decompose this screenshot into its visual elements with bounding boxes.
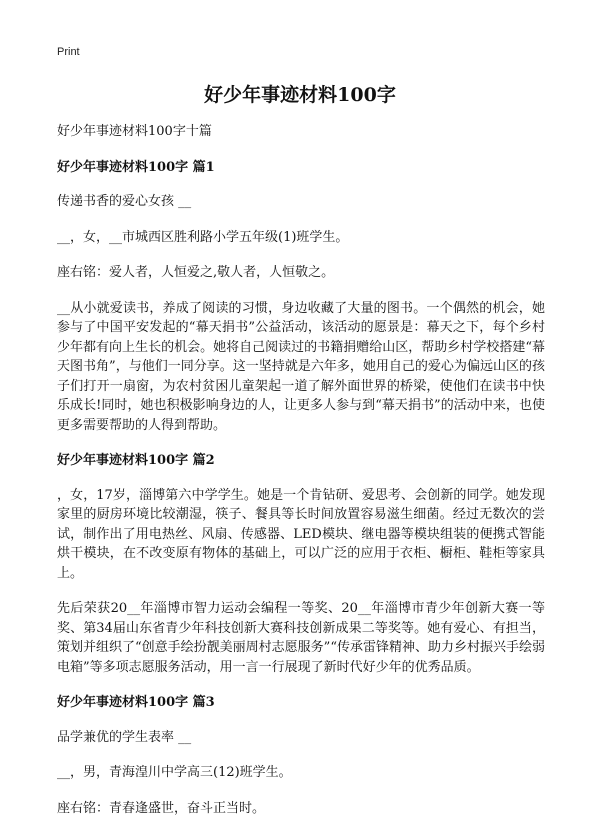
section-2-paragraph-1: ，女，17岁，淄博第六中学学生。她是一个肯钻研、爱思考、会创新的同学。她发现家里的厨房环境比较潮湿，筷子、餐具等长时间放置容易滋生细菌。经过无数次的尝试，制作出了用电热丝、风扇、传感器、LED模块、继电器等模块组装的便携式智能烘干模块，在不改变原有物体的基础上，可以广泛的应用于衣柜、橱柜、鞋柜等家具上。 (57, 487, 545, 581)
section-heading-3: 好少年事迹材料100字 篇3 (57, 695, 215, 710)
section-1-line-1: 传递书香的爱心女孩 __ (57, 194, 192, 209)
section-3-line-1: 品学兼优的学生表率 __ (57, 729, 192, 745)
section-3-line-2: __，男，青海湟川中学高三(12)班学生。 (57, 765, 292, 780)
document-subtitle: 好少年事迹材料100字十篇 (57, 124, 212, 139)
print-label[interactable]: Print (57, 46, 80, 58)
section-1-line-3: 座右铭：爱人者，人恒爱之,敬人者，人恒敬之。 (57, 265, 335, 280)
section-heading-1: 好少年事迹材料100字 篇1 (57, 159, 215, 175)
section-heading-2: 好少年事迹材料100字 篇2 (57, 453, 215, 468)
document-title: 好少年事迹材料100字 (204, 84, 396, 106)
section-3-line-3: 座右铭：青春逢盛世，奋斗正当时。 (57, 800, 266, 816)
section-1-line-2: __，女，__市城西区胜利路小学五年级(1)班学生。 (57, 229, 349, 245)
section-2-paragraph-2: 先后荣获20__年淄博市智力运动会编程一等奖、20__年淄博市青少年创新大赛一等奖、第34届山东省青少年科技创新大赛科技创新成果二等奖等。她有爱心、有担当，策划并组织了“创意手绘扮靓美丽周村志愿服务”“传承雷锋精神、助力乡村振兴手绘弱电箱”等多项志愿服务活动，用一言一行展现了新时代好少年的优秀品质。 (57, 601, 545, 675)
document-body (57, 122, 545, 834)
section-1-paragraph: __从小就爱读书，养成了阅读的习惯，身边收藏了大量的图书。一个偶然的机会，她参与了中国平安发起的“幕天捐书”公益活动，该活动的愿景是：幕天之下，每个乡村少年都有向上生长的机会。她将自己阅读过的书籍捐赠给山区，帮助乡村学校搭建“幕天图书角”，与他们一同分享。这一坚持就是六年多，她用自己的爱心为偏远山区的孩子们打开一扇窗，为农村贫困儿童架起一道了解外面世界的桥梁，使他们在读书中快乐成长!同时，她也积极影响身边的人，让更多人参与到“幕天捐书”的活动中来，也使更多需要帮助的人得到帮助。 (57, 300, 545, 433)
